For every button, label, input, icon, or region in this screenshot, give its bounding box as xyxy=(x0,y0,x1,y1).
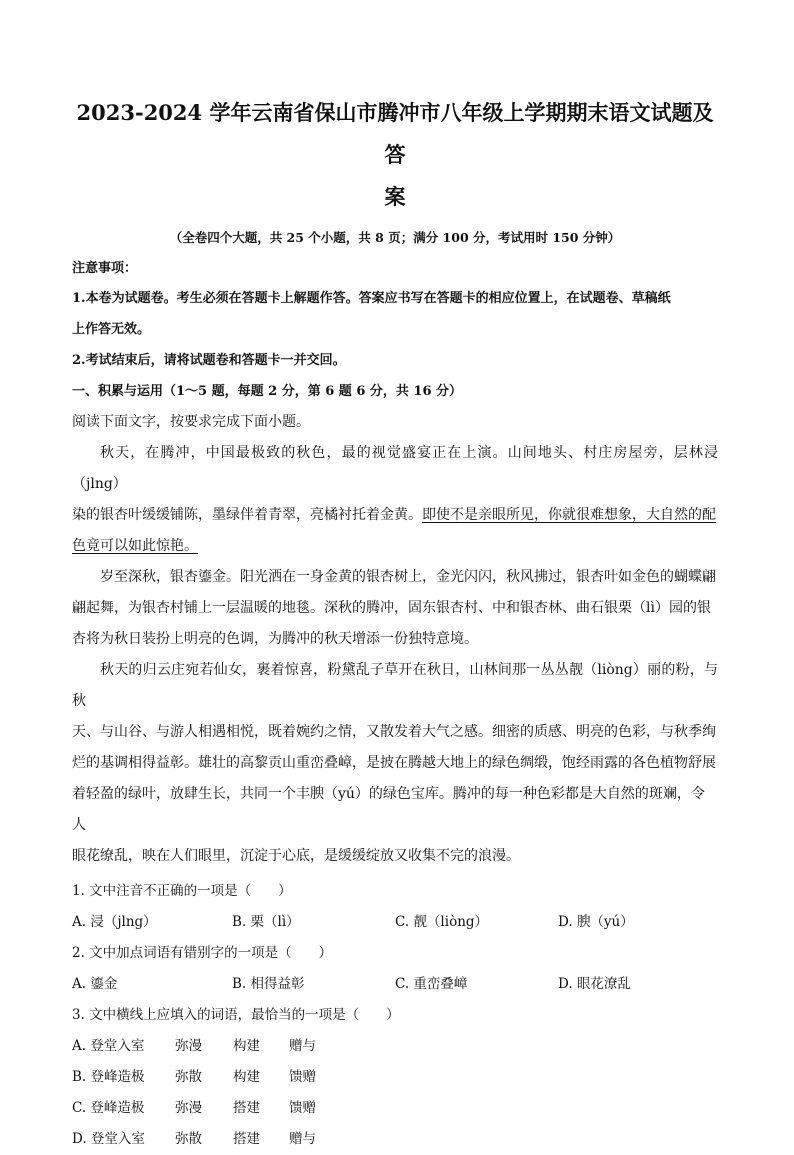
option-word: D. 登堂入室 xyxy=(72,1131,145,1147)
option-word: A. 登堂入室 xyxy=(72,1038,145,1054)
option-word: 赠与 xyxy=(289,1038,316,1054)
question-2 xyxy=(72,938,718,1000)
question-3 xyxy=(72,1000,718,1155)
option-row-b xyxy=(72,1062,718,1093)
question-stem: 2. 文中加点词语有错别字的一项是（ ） xyxy=(72,945,333,961)
note-item-1a: 1.本卷为试题卷。考生必须在答题卡上解题作答。答案应书写在答题卡的相应位置上，在试题卷、草稿纸 xyxy=(72,291,671,306)
note-item-1b: 上作答无效。 xyxy=(72,322,151,337)
exam-info: （全卷四个大题，共 25 个小题，共 8 页；满分 100 分，考试用时 150 分钟） xyxy=(169,230,621,245)
option-row-c xyxy=(72,1093,718,1124)
option-word: 构建 xyxy=(233,1038,260,1054)
option-word: B. 登峰造极 xyxy=(72,1069,145,1085)
option-word: 馈赠 xyxy=(289,1069,316,1085)
question-1 xyxy=(72,876,718,938)
passage-p3-line4: 着轻盈的绿叶，放肆生长，共同一个丰腴（yú）的绿色宝库。腾冲的每一种色彩都是大自然的斑斓，令人 xyxy=(72,786,705,833)
passage-p1-line1: 秋天，在腾冲，中国最极致的秋色，最的视觉盛宴正在上演。山间地头、村庄房屋旁，层林浸（jlng） xyxy=(72,445,718,492)
option-word: 弥漫 xyxy=(175,1100,202,1116)
option-row-a xyxy=(72,1031,718,1062)
passage xyxy=(72,438,718,872)
option-list xyxy=(72,969,718,1000)
passage-p3-line2: 天、与山谷、与游人相遇相悦，既着婉约之情，又散发着大气之感。细密的质感、明亮的色彩，与秋季绚 xyxy=(72,724,716,740)
option-word: 弥散 xyxy=(175,1069,202,1085)
option-d: D. 腴（yú） xyxy=(558,914,634,930)
option-word: 赠与 xyxy=(289,1131,316,1147)
passage-p1-line2 xyxy=(72,500,718,531)
option-c: C. 靓（liòng） xyxy=(395,914,489,930)
option-word: 构建 xyxy=(233,1069,260,1085)
note-item-2: 2.考试结束后，请将试题卷和答题卡一并交回。 xyxy=(72,353,346,368)
option-b: B. 相得益彰 xyxy=(232,976,305,992)
title-line-2: 案 xyxy=(384,184,406,209)
passage-p3-line3: 烂的基调相得益彰。雄壮的高黎贡山重峦叠嶂，是披在腾越大地上的绿色绸缎，饱经雨露的各色植物舒展 xyxy=(72,755,716,771)
option-word: C. 登峰造极 xyxy=(72,1100,145,1116)
option-word: 馈赠 xyxy=(289,1100,316,1116)
option-word: 弥漫 xyxy=(175,1038,202,1054)
option-b: B. 栗（lì） xyxy=(232,914,300,930)
option-word: 搭建 xyxy=(233,1100,260,1116)
option-word: 搭建 xyxy=(233,1131,260,1147)
notes-heading: 注意事项： xyxy=(72,261,138,276)
option-a: A. 浸（jlng） xyxy=(72,914,157,930)
title-line-1: 2023-2024 学年云南省保山市腾冲市八年级上学期期末语文试题及答 xyxy=(76,100,714,167)
option-d: D. 眼花潦乱 xyxy=(558,976,631,992)
passage-p2-line3: 杏将为秋日装扮上明亮的色调，为腾冲的秋天增添一份独特意境。 xyxy=(72,631,478,647)
option-a: A. 鎏金 xyxy=(72,976,118,992)
passage-p1-line3 xyxy=(72,531,718,562)
question-stem: 3. 文中横线上应填入的词语，最恰当的一项是（ ） xyxy=(72,1007,400,1023)
underlined-sentence: 即使不是亲眼所见，你就很难想象，大自然的配 xyxy=(422,507,716,523)
passage-p3-line5: 眼花缭乱，映在人们眼里，沉淀于心底，是缓缓绽放又收集不完的浪漫。 xyxy=(72,848,520,864)
passage-p2-line1: 岁至深秋，银杏鎏金。阳光洒在一身金黄的银杏树上，金光闪闪，秋风拂过，银杏叶如金色的蝴蝶翩 xyxy=(100,569,716,585)
passage-p1-line2-text: 染的银杏叶缓缓铺陈，墨绿伴着青翠，亮橘衬托着金黄。 xyxy=(72,507,422,523)
option-row-d xyxy=(72,1124,718,1155)
underlined-sentence-end: 色竟可以如此惊艳。 xyxy=(72,538,198,554)
passage-p2-line2: 翩起舞，为银杏村铺上一层温暖的地毯。深秋的腾冲，固东银杏村、中和银杏林、曲石银栗（lì）园的银 xyxy=(72,600,711,616)
reading-instruction: 阅读下面文字，按要求完成下面小题。 xyxy=(72,414,310,430)
passage-p3-line1: 秋天的归云庄宛若仙女，裹着惊喜，粉黛乱子草开在秋日，山林间那一丛丛靓（liòng）丽的粉，与秋 xyxy=(72,662,718,709)
document-title xyxy=(72,92,718,218)
option-list xyxy=(72,907,718,938)
section-heading: 一、积累与运用（1～5 题，每题 2 分，第 6 题 6 分，共 16 分） xyxy=(72,384,463,399)
option-word: 弥散 xyxy=(175,1131,202,1147)
option-c: C. 重峦叠嶂 xyxy=(395,976,468,992)
question-stem: 1. 文中注音不正确的一项是（ ） xyxy=(72,883,292,899)
